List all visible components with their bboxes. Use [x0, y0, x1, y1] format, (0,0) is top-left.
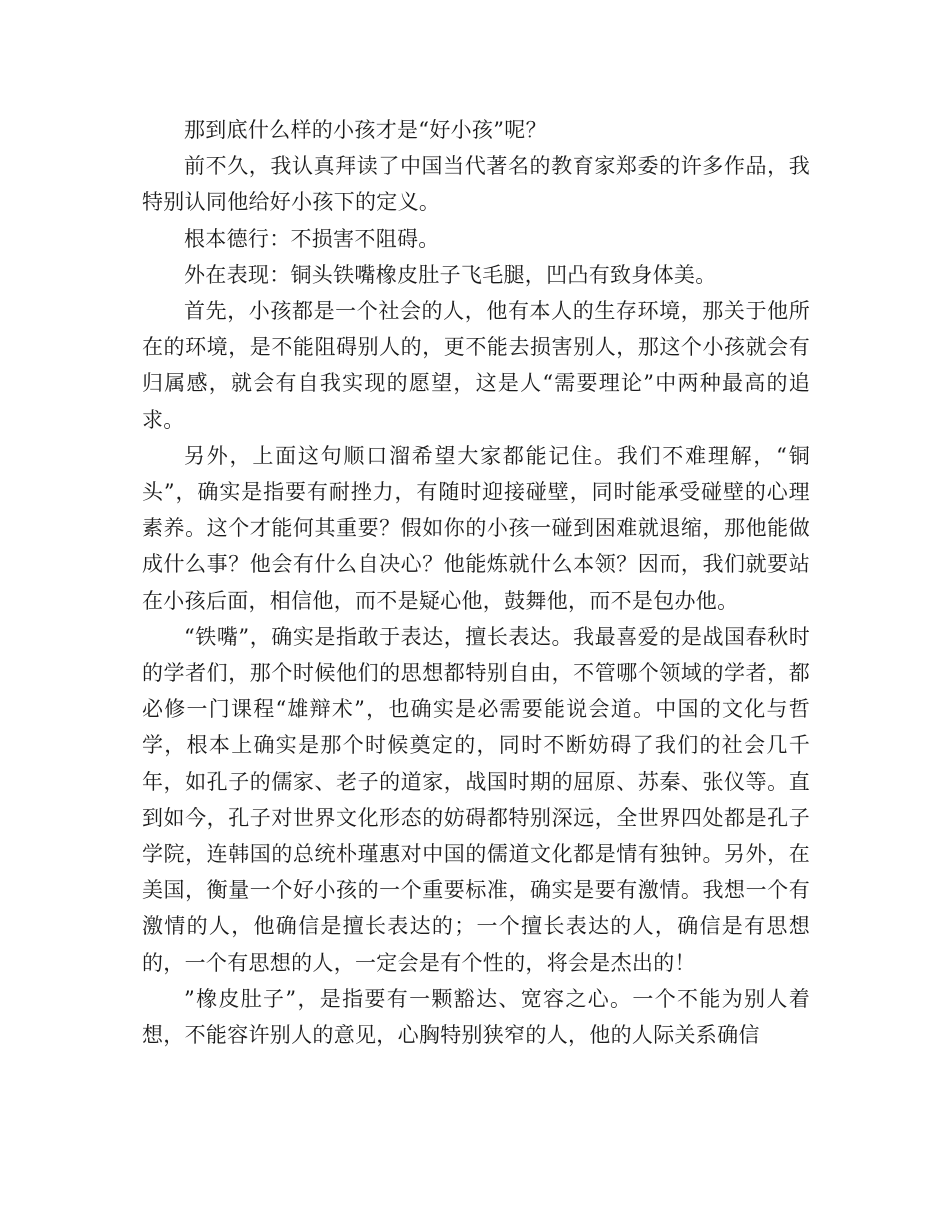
paragraph-2: 前不久，我认真拜读了中国当代著名的教育家郑委的许多作品，我特别认同他给好小孩下的定义。	[142, 154, 810, 215]
paragraph-3: 根本德行：不损害不阻碍。	[184, 226, 440, 251]
paragraph-8: ”橡皮肚子”，是指要有一颗豁达、宽容之心。一个不能为别人着想，不能容许别人的意见，心胸特别狭窄的人，他的人际关系确信	[142, 986, 810, 1048]
paragraph-5: 首先，小孩都是一个社会的人，他有本人的生存环境，那关于他所在的环境，是不能阻碍别人的，更不能去损害别人，那这个小孩就会有归属感，就会有自我实现的愿望，这是人“需要理论”中两种最高的追求。	[142, 299, 810, 432]
paragraph-6: 另外，上面这句顺口溜希望大家都能记住。我们不难理解，“铜头”，确实是指要有耐挫力，有随时迎接碰壁，同时能承受碰壁的心理素养。这个才能何其重要？假如你的小孩一碰到困难就退缩，那他能做成什么事？他会有什么自决心？他能炼就什么本领？因而，我们就要站在小孩后面，相信他，而不是疑心他，鼓舞他，而不是包办他。	[142, 443, 810, 613]
paragraph-7: “铁嘴”，确实是指敢于表达，擅长表达。我最喜爱的是战国春秋时的学者们，那个时候他们的思想都特别自由，不管哪个领域的学者，都必修一门课程“雄辩术”，也确实是必需要能说会道。中国的文化与哲学，根本上确实是那个时候奠定的，同时不断妨碍了我们的社会几千年，如孔子的儒家、老子的道家，战国时期的屈原、苏秦、张仪等。直到如今，孔子对世界文化形态的妨碍都特别深远，全世界四处都是孔子学院，连韩国的总统朴瑾惠对中国的儒道文化都是情有独钟。另外，在美国，衡量一个好小孩的一个重要标准，确实是要有激情。我想一个有激情的人，他确信是擅长表达的；一个擅长表达的人，确信是有思想的，一个有思想的人，一定会是有个性的，将会是杰出的！	[142, 624, 810, 975]
document-page	[142, 112, 810, 1053]
paragraph-1: 那到底什么样的小孩才是“好小孩”呢？	[184, 118, 547, 142]
paragraph-4: 外在表现：铜头铁嘴橡皮肚子飞毛腿，凹凸有致身体美。	[184, 262, 717, 287]
